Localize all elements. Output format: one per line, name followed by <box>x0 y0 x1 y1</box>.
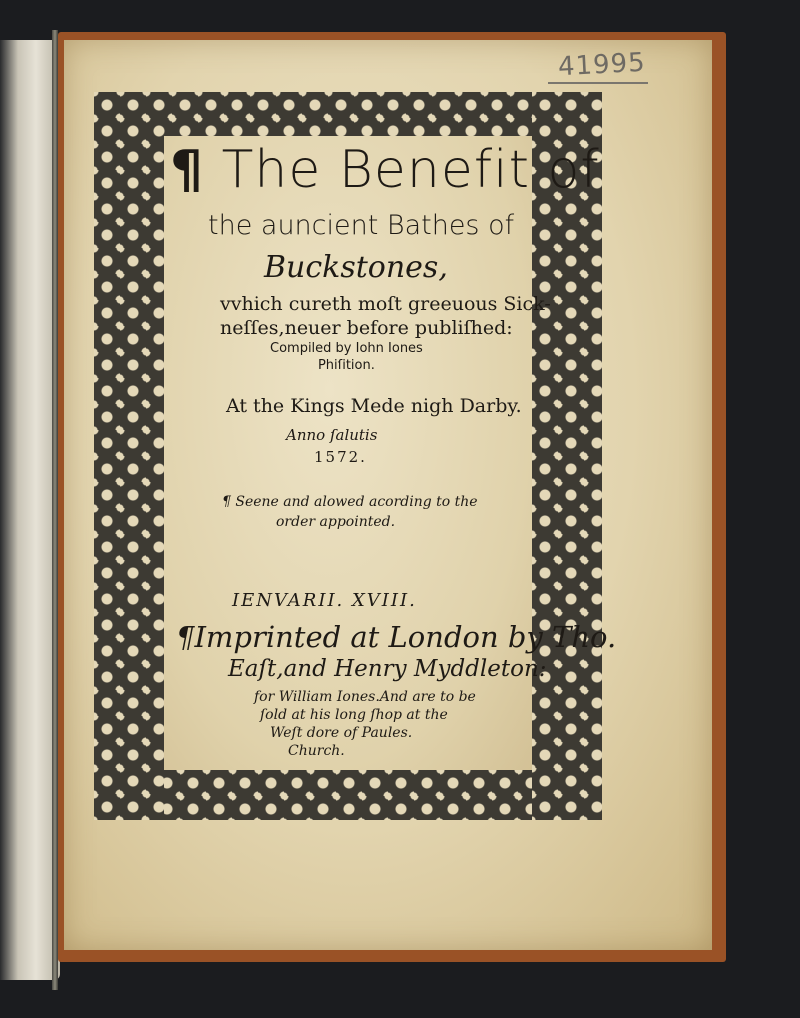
publication-year: 1572. <box>314 448 367 466</box>
ornamental-border-right <box>532 92 602 820</box>
imprint-line: ¶Imprinted at London by Tho. <box>176 620 617 654</box>
license-line: order appointed. <box>276 514 396 530</box>
printers-line: Eaſt,and Henry Myddleton: <box>228 656 547 682</box>
ornamental-border-top <box>94 92 594 136</box>
title-line-1 <box>170 140 600 200</box>
description-line: neſſes,neuer before publiſhed: <box>220 317 513 339</box>
compiler-line: Phiſition. <box>317 358 375 373</box>
license-note <box>222 492 478 532</box>
description-line: vvhich cureth moſt greeuous Sick- <box>220 293 551 315</box>
bookseller-note <box>254 688 476 760</box>
license-line: ¶ Seene and alowed acording to the <box>222 494 478 510</box>
title-text: The Benefit of <box>221 140 600 200</box>
book-page-edges <box>0 40 60 980</box>
compiler-credit <box>270 340 423 374</box>
description <box>220 292 551 340</box>
title-line-3: Buckstones, <box>264 250 448 285</box>
date-line: IENVARII. XVIII. <box>232 590 417 611</box>
compiler-line: Compiled by Iohn Iones <box>270 341 423 356</box>
catalog-underline <box>548 82 648 84</box>
bookseller-line: for William Iones.And are to be <box>254 689 476 705</box>
ornamental-border-left <box>94 92 164 820</box>
title-line-2: the auncient Bathes of <box>208 210 515 241</box>
anno-salutis: Anno ſalutis <box>286 426 378 444</box>
bookseller-line: ſold at his long ſhop at the <box>260 707 448 723</box>
bookseller-line: Weſt dore of Paules. <box>270 725 413 741</box>
place-of-writing: At the Kings Mede nigh Darby. <box>226 395 522 417</box>
pilcrow-mark: ¶ <box>170 140 205 200</box>
bookseller-line: Church. <box>288 743 345 759</box>
catalog-mark: 41995 <box>557 47 647 83</box>
ornamental-border-bottom <box>102 770 602 820</box>
